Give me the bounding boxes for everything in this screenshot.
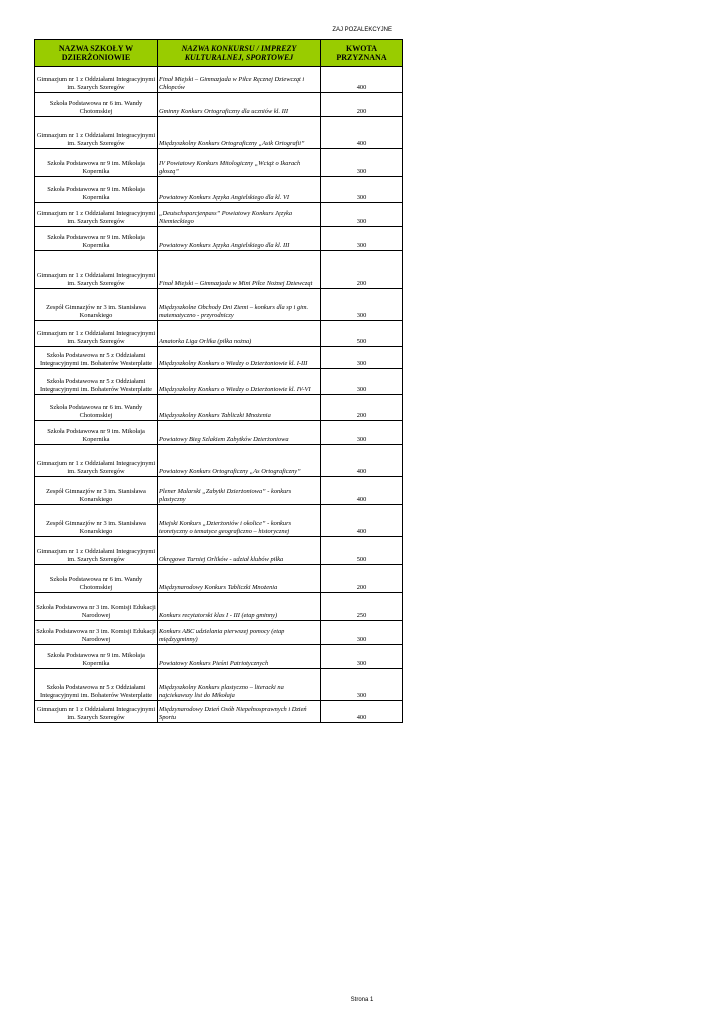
- school-cell: Gimnazjum nr 1 z Oddziałami Integracyjnymi im. Szarych Szeregów: [35, 117, 158, 149]
- table-row: [35, 347, 403, 369]
- table-row: [35, 67, 403, 93]
- amount-cell: 400: [321, 117, 403, 149]
- table-row: [35, 369, 403, 395]
- school-cell: Gimnazjum nr 1 z Oddziałami Integracyjnymi im. Szarych Szeregów: [35, 251, 158, 289]
- contest-cell: Konkurs ABC udzielania pierwszej pomocy (etap międzygminny): [158, 621, 321, 645]
- contest-cell: Konkurs recytatorski klas I - III (etap gminny): [158, 593, 321, 621]
- amount-cell: 200: [321, 395, 403, 421]
- amount-cell: 300: [321, 347, 403, 369]
- school-cell: Gimnazjum nr 1 z Oddziałami Integracyjnymi im. Szarych Szeregów: [35, 321, 158, 347]
- school-cell: Szkoła Podstawowa nr 5 z Oddziałami Integracyjnymi im. Bohaterów Westerplatte: [35, 347, 158, 369]
- page-number: Strona 1: [350, 997, 374, 1003]
- contest-cell: Międzynarodowy Konkurs Tabliczki Mnożenia: [158, 565, 321, 593]
- contest-cell: Gminny Konkurs Ortograficzny dla uczniów kl. III: [158, 93, 321, 117]
- contest-cell: Powiatowy Konkurs Pieśni Patriotycznych: [158, 645, 321, 669]
- contest-cell: Międzyszkolny Konkurs Tabliczki Mnożenia: [158, 395, 321, 421]
- table-row: [35, 203, 403, 227]
- table-body: [35, 67, 403, 723]
- amount-cell: 200: [321, 565, 403, 593]
- contest-cell: Międzyszkolny Konkurs plastyczno – literacki na najciekawszy list do Mikołaja: [158, 669, 321, 701]
- contest-cell: Amatorka Liga Orlika (piłka nożna): [158, 321, 321, 347]
- contest-cell: IV Powiatowy Konkurs Mitologiczny „Wciąż o Ikarach głoszą”: [158, 149, 321, 177]
- table-header-row: [35, 40, 403, 67]
- school-cell: Szkoła Podstawowa nr 9 im. Mikołaja Kopernika: [35, 227, 158, 251]
- table-row: [35, 645, 403, 669]
- school-cell: Szkoła Podstawowa nr 6 im. Wandy Chotomskiej: [35, 565, 158, 593]
- contest-cell: Międzynarodowy Dzień Osób Niepełnosprawnych i Dzień Sportu: [158, 701, 321, 723]
- school-cell: Szkoła Podstawowa nr 9 im. Mikołaja Kopernika: [35, 421, 158, 445]
- school-cell: Szkoła Podstawowa nr 9 im. Mikołaja Kopernika: [35, 149, 158, 177]
- school-cell: Gimnazjum nr 1 z Oddziałami Integracyjnymi im. Szarych Szeregów: [35, 203, 158, 227]
- amount-cell: 300: [321, 177, 403, 203]
- school-cell: Zespół Gimnazjów nr 3 im. Stanisława Konarskiego: [35, 289, 158, 321]
- column-header-amount: KWOTA PRZYZNANA: [321, 40, 403, 67]
- amount-cell: 300: [321, 669, 403, 701]
- table-row: [35, 593, 403, 621]
- amount-cell: 200: [321, 93, 403, 117]
- school-cell: Zespół Gimnazjów nr 3 im. Stanisława Konarskiego: [35, 505, 158, 537]
- table-row: [35, 289, 403, 321]
- amount-cell: 400: [321, 477, 403, 505]
- amount-cell: 400: [321, 67, 403, 93]
- table-row: [35, 621, 403, 645]
- table-row: [35, 669, 403, 701]
- amount-cell: 300: [321, 421, 403, 445]
- school-cell: Szkoła Podstawowa nr 9 im. Mikołaja Kopernika: [35, 177, 158, 203]
- contest-cell: Plener Malarski „Zabytki Dzierżoniowa” - konkurs plastyczny: [158, 477, 321, 505]
- school-cell: Szkoła Podstawowa nr 5 z Oddziałami Integracyjnymi im. Bohaterów Westerplatte: [35, 669, 158, 701]
- school-cell: Szkoła Podstawowa nr 3 im. Komisji Edukacji Narodowej: [35, 621, 158, 645]
- table-row: [35, 421, 403, 445]
- school-cell: Gimnazjum nr 1 z Oddziałami Integracyjnymi im. Szarych Szeregów: [35, 537, 158, 565]
- contest-cell: Powiatowy Konkurs Ortograficzny „As Ortograficzny”: [158, 445, 321, 477]
- contest-cell: Finał Miejski – Gimnazjada w Piłce Ręcznej Dziewcząt i Chłopców: [158, 67, 321, 93]
- contest-cell: Powiatowy Bieg Szlakiem Zabytków Dzierżoniowa: [158, 421, 321, 445]
- amount-cell: 300: [321, 227, 403, 251]
- table-row: [35, 537, 403, 565]
- column-header-contest: NAZWA KONKURSU / IMPREZY KULTURALNEJ, SPORTOWEJ: [158, 40, 321, 67]
- table-row: [35, 477, 403, 505]
- contest-cell: Międzyszkolny Konkurs o Wiedzy o Dzierżoniowie kl. IV-VI: [158, 369, 321, 395]
- amount-cell: 300: [321, 203, 403, 227]
- school-cell: Szkoła Podstawowa nr 6 im. Wandy Chotomskiej: [35, 93, 158, 117]
- table-row: [35, 505, 403, 537]
- amount-cell: 300: [321, 645, 403, 669]
- table-row: [35, 395, 403, 421]
- school-cell: Szkoła Podstawowa nr 9 im. Mikołaja Kopernika: [35, 645, 158, 669]
- table-row: [35, 177, 403, 203]
- table-row: [35, 321, 403, 347]
- contest-cell: Powiatowy Konkurs Języka Angielskiego dla kl. III: [158, 227, 321, 251]
- amount-cell: 500: [321, 321, 403, 347]
- contest-cell: Międzyszkolne Obchody Dni Ziemi – konkurs dla sp i gim. matematyczno - przyrodniczy: [158, 289, 321, 321]
- amount-cell: 500: [321, 537, 403, 565]
- table-row: [35, 565, 403, 593]
- school-cell: Gimnazjum nr 1 z Oddziałami Integracyjnymi im. Szarych Szeregów: [35, 445, 158, 477]
- amount-cell: 400: [321, 445, 403, 477]
- amount-cell: 300: [321, 369, 403, 395]
- table-row: [35, 227, 403, 251]
- amount-cell: 300: [321, 149, 403, 177]
- amount-cell: 250: [321, 593, 403, 621]
- amount-cell: 400: [321, 701, 403, 723]
- contest-cell: Międzyszkolny Konkurs o Wiedzy o Dzierżoniowie kl. I-III: [158, 347, 321, 369]
- grants-table: [34, 39, 403, 723]
- amount-cell: 200: [321, 251, 403, 289]
- school-cell: Gimnazjum nr 1 z Oddziałami Integracyjnymi im. Szarych Szeregów: [35, 67, 158, 93]
- amount-cell: 300: [321, 289, 403, 321]
- contest-cell: Miejski Konkurs „Dzierżoniów i okolice” - konkurs teoretyczny o tematyce geograficzno – historycznej: [158, 505, 321, 537]
- school-cell: Gimnazjum nr 1 z Oddziałami Integracyjnymi im. Szarych Szeregów: [35, 701, 158, 723]
- table-row: [35, 93, 403, 117]
- contest-cell: Międzyszkolny Konkurs Ortograficzny „Asik Ortografii”: [158, 117, 321, 149]
- table-row: [35, 149, 403, 177]
- table-row: [35, 445, 403, 477]
- school-cell: Szkoła Podstawowa nr 5 z Oddziałami Integracyjnymi im. Bohaterów Westerplatte: [35, 369, 158, 395]
- table-row: [35, 117, 403, 149]
- column-header-school: NAZWA SZKOŁY W DZIERŻONIOWIE: [35, 40, 158, 67]
- table-row: [35, 701, 403, 723]
- school-cell: Szkoła Podstawowa nr 6 im. Wandy Chotomskiej: [35, 395, 158, 421]
- table-row: [35, 251, 403, 289]
- school-cell: Zespół Gimnazjów nr 3 im. Stanisława Konarskiego: [35, 477, 158, 505]
- contest-cell: Powiatowy Konkurs Języka Angielskiego dla kl. VI: [158, 177, 321, 203]
- amount-cell: 300: [321, 621, 403, 645]
- page-header-label: ZAJ POZALEKCYJNE: [332, 27, 392, 33]
- amount-cell: 400: [321, 505, 403, 537]
- contest-cell: „Deutschsparcjenpass” Powiatowy Konkurs Języka Niemieckiego: [158, 203, 321, 227]
- contest-cell: Finał Miejski – Gimnazjada w Mini Piłce Nożnej Dziewcząt: [158, 251, 321, 289]
- contest-cell: Okręgowe Turniej Orlików - udział klubów piłka: [158, 537, 321, 565]
- school-cell: Szkoła Podstawowa nr 3 im. Komisji Edukacji Narodowej: [35, 593, 158, 621]
